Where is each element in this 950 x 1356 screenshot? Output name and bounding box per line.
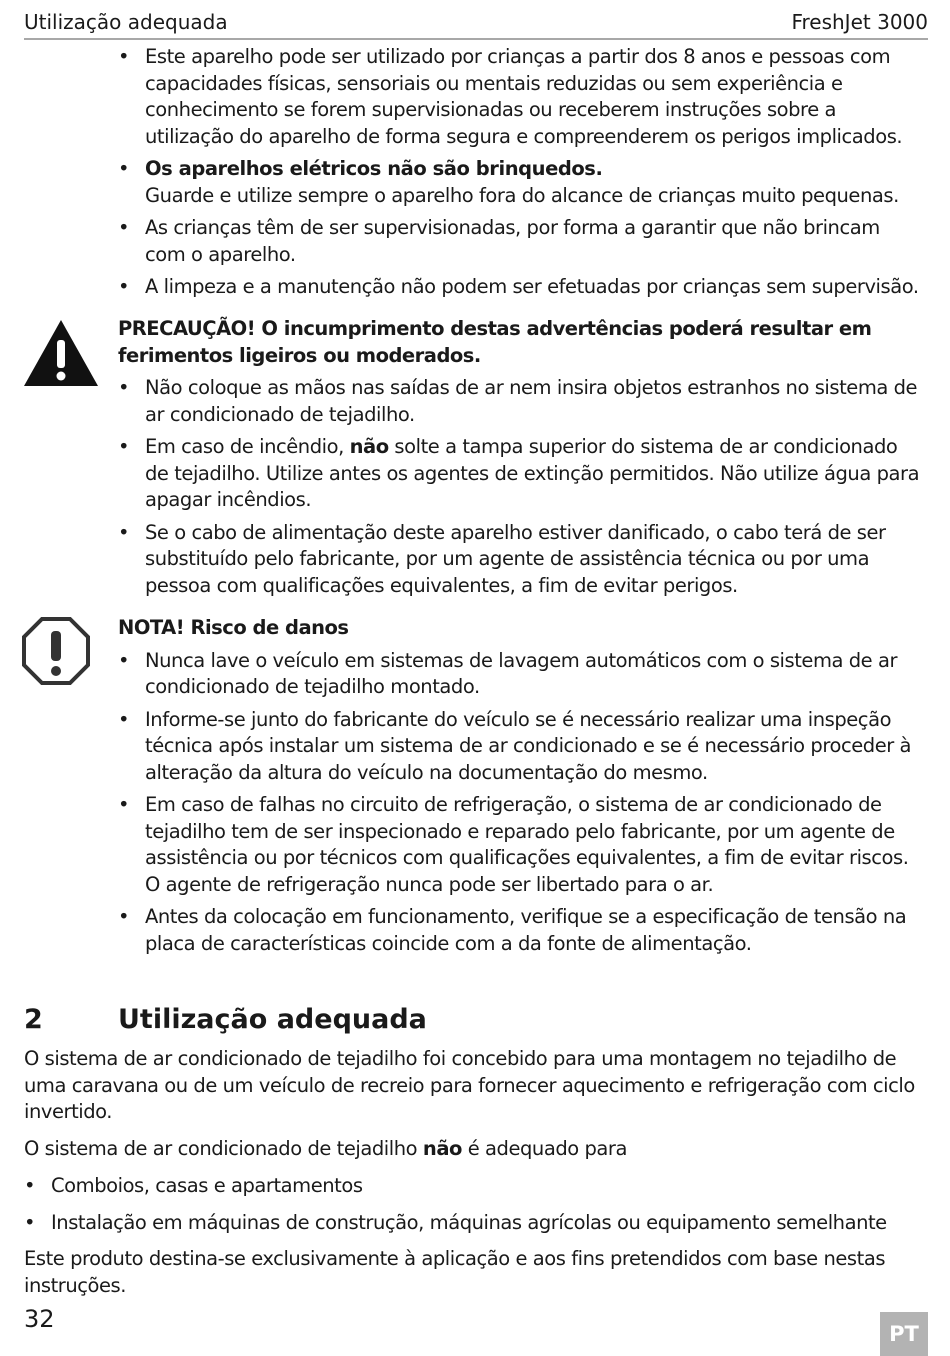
unsuitable-list bbox=[24, 1173, 928, 1242]
list-item: • Os aparelhos elétricos não são brinquedos. Guarde e utilize sempre o aparelho fora do alcance de crianças muito pequenas. bbox=[118, 156, 924, 209]
list-item: • Este aparelho pode ser utilizado por crianças a partir dos 8 anos e pessoas com capacidades físicas, sensoriais ou mentais reduzidas ou sem experiência e conhecimento se forem supervisionadas ou receberem instruções sobre a utilização do aparelho de forma segura e compreenderem os perigos implicados. bbox=[118, 44, 924, 150]
warning-triangle-icon bbox=[22, 318, 100, 388]
bold-statement: Os aparelhos elétricos não são brinquedos. bbox=[145, 157, 603, 180]
list-item: • Nunca lave o veículo em sistemas de lavagem automáticos com o sistema de ar condicionado de tejadilho montado. bbox=[118, 648, 924, 701]
list-item: • Não coloque as mãos nas saídas de ar nem insira objetos estranhos no sistema de ar condicionado de tejadilho. bbox=[118, 375, 924, 428]
caution-block bbox=[118, 316, 924, 605]
list-item: • A limpeza e a manutenção não podem ser efetuadas por crianças sem supervisão. bbox=[118, 274, 924, 301]
list-item: • Se o cabo de alimentação deste aparelho estiver danificado, o cabo terá de ser substituído pelo fabricante, por um agente de assistência técnica ou por uma pessoa com qualificações equivalentes, a fim de evitar perigos. bbox=[118, 520, 924, 600]
list-item: • Instalação em máquinas de construção, máquinas agrícolas ou equipamento semelhante bbox=[24, 1210, 928, 1237]
note-block bbox=[118, 615, 924, 963]
list-item: • Em caso de falhas no circuito de refrigeração, o sistema de ar condicionado de tejadilho tem de ser inspecionado e reparado pelo fabricante, por um agente de assistência ou por técnicos com qualificações equivalentes, a fim de evitar riscos. O agente de refrigeração nunca pode ser libertado para o ar. bbox=[118, 792, 924, 898]
page-number: 32 bbox=[24, 1305, 55, 1333]
section-heading bbox=[24, 1004, 427, 1035]
language-tab: PT bbox=[880, 1312, 928, 1356]
page-header bbox=[24, 6, 928, 40]
intro-bullet-list bbox=[118, 44, 924, 307]
paragraph: Este produto destina-se exclusivamente à aplicação e aos fins pretendidos com base nestas instruções. bbox=[24, 1247, 886, 1297]
section-number: 2 bbox=[24, 1004, 43, 1035]
list-item: • Antes da colocação em funcionamento, verifique se a especificação de tensão na placa de características coincide com a da fonte de alimentação. bbox=[118, 904, 924, 957]
header-section-title: Utilização adequada bbox=[24, 10, 228, 34]
octagon-exclamation-icon bbox=[22, 617, 90, 685]
list-item: • Comboios, casas e apartamentos bbox=[24, 1173, 928, 1200]
paragraph: O sistema de ar condicionado de tejadilho foi concebido para uma montagem no tejadilho de uma caravana ou de um veículo de recreio para fornecer aquecimento e refrigeração com ciclo invertido. bbox=[24, 1047, 915, 1123]
section-title: Utilização adequada bbox=[118, 1004, 427, 1035]
caution-title: PRECAUÇÃO! O incumprimento destas advertências poderá resultar em ferimentos ligeiros ou moderados. bbox=[118, 317, 872, 367]
list-item: • As crianças têm de ser supervisionadas, por forma a garantir que não brincam com o aparelho. bbox=[118, 215, 924, 268]
paragraph: O sistema de ar condicionado de tejadilho não é adequado para bbox=[24, 1137, 627, 1160]
header-product-name: FreshJet 3000 bbox=[791, 10, 928, 34]
list-item: • Informe-se junto do fabricante do veículo se é necessário realizar uma inspeção técnica após instalar um sistema de ar condicionado e se é necessário proceder à alteração da altura do veículo na documentação do mesmo. bbox=[118, 707, 924, 787]
list-item: • Em caso de incêndio, não solte a tampa superior do sistema de ar condicionado de tejadilho. Utilize antes os agentes de extinção permitidos. Não utilize água para apagar incêndios. bbox=[118, 434, 924, 514]
note-title: NOTA! Risco de danos bbox=[118, 616, 349, 639]
